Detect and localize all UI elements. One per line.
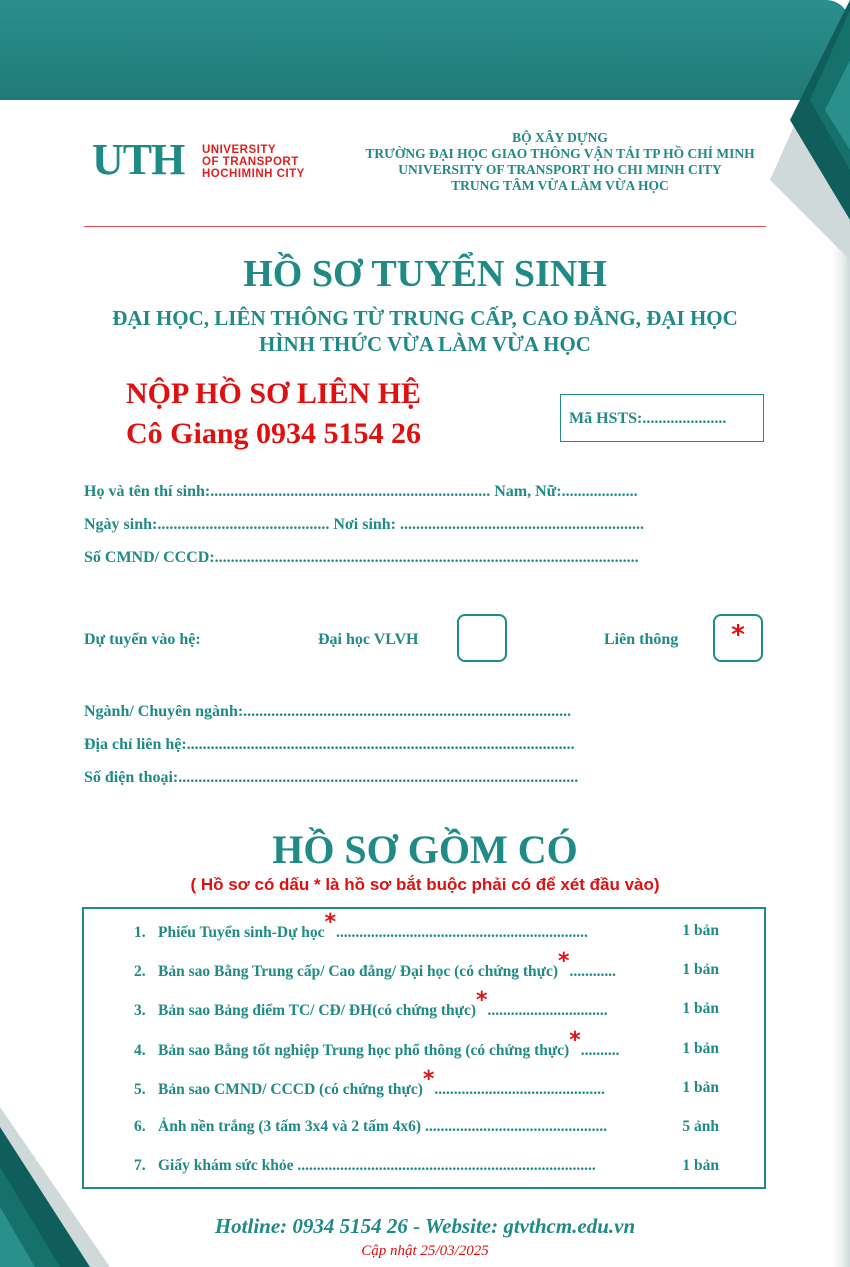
organization-header [350,130,770,194]
logo-mark: UTH [92,135,185,184]
list-item: 4. Bản sao Bằng tốt nghiệp Trung học phổ thông (có chứng thực)*.......... 1 bản [134,1028,719,1059]
center-name: TRUNG TÂM VỪA LÀM VỪA HỌC [451,178,669,193]
field-phone[interactable]: Số điện thoại:.................................................................................................... [84,769,579,786]
application-code-box[interactable]: Mã HSTS:..................... [560,394,764,442]
logo-subtitle: UNIVERSITY OF TRANSPORT HOCHIMINH CITY [202,144,305,180]
form-title: HỒ SƠ TUYỂN SINH [243,253,607,295]
program-label: Dự tuyển vào hệ: [84,631,201,648]
required-asterisk: * [476,988,488,1013]
ministry-name: BỘ XÂY DỰNG [512,130,608,145]
documents-list [82,907,766,1189]
required-asterisk: * [569,1028,581,1053]
header-divider [84,226,766,227]
option-lienthong-checkbox[interactable] [713,614,763,662]
required-asterisk: * [558,949,570,974]
required-asterisk: * [324,910,337,935]
option-vlvh-checkbox[interactable] [457,614,507,662]
university-name-vi: TRƯỜNG ĐẠI HỌC GIAO THÔNG VẬN TẢI TP HỒ CHÍ MINH [365,146,755,161]
documents-section-title: HỒ SƠ GỒM CÓ [272,827,578,872]
list-item: 1. Phiếu Tuyển sinh-Dự học*................................................................. 1 bản [134,910,719,941]
list-item: 5. Bản sao CMND/ CCCD (có chứng thực)*............................................ 1 bản [134,1067,719,1098]
footer-hotline: Hotline: 0934 5154 26 - Website: gtvthcm.edu.vn [214,1214,636,1238]
header-band [0,0,850,100]
field-major[interactable]: Ngành/ Chuyên ngành:.................................................................................. [84,703,572,720]
contact-heading: NỘP HỒ SƠ LIÊN HỆ [126,377,422,410]
field-address[interactable]: Địa chỉ liên hệ:................................................................................................. [84,736,575,753]
contact-phone: Cô Giang 0934 5154 26 [126,417,422,450]
option-vlvh-label: Đại học VLVH [318,631,419,648]
form-subtitle: ĐẠI HỌC, LIÊN THÔNG TỪ TRUNG CẤP, CAO ĐẲNG, ĐẠI HỌC HÌNH THỨC VỪA LÀM VỪA HỌC [112,306,738,356]
list-item: 3. Bản sao Bảng điểm TC/ CĐ/ ĐH(có chứng thực)*............................... 1 bản [134,988,719,1019]
contact-info [126,374,421,454]
list-item: 6. Ảnh nền trắng (3 tấm 3x4 và 2 tấm 4x6) ............................................... 5 ảnh [134,1118,719,1135]
field-id-number[interactable]: Số CMND/ CCCD:.......................................................................................................... [84,549,639,566]
field-full-name[interactable]: Họ và tên thí sinh:...................................................................... Nam, Nữ:................... [84,483,638,500]
list-item: 2. Bản sao Bằng Trung cấp/ Cao đẳng/ Đại học (có chứng thực)*............ 1 bản [134,949,719,980]
field-birth[interactable]: Ngày sinh:........................................... Nơi sinh: ............................................................. [84,516,645,533]
documents-section-note: ( Hồ sơ có dấu * là hồ sơ bắt buộc phải có để xét đầu vào) [190,875,660,894]
list-item: 7. Giấy khám sức khỏe ............................................................................. 1 bản [134,1157,719,1174]
required-asterisk: * [422,1067,435,1092]
option-lienthong-label: Liên thông [604,631,679,648]
checkbox-asterisk: * [731,620,745,650]
footer-updated: Cập nhật 25/03/2025 [361,1243,489,1259]
university-name-en: UNIVERSITY OF TRANSPORT HO CHI MINH CITY [398,162,722,177]
